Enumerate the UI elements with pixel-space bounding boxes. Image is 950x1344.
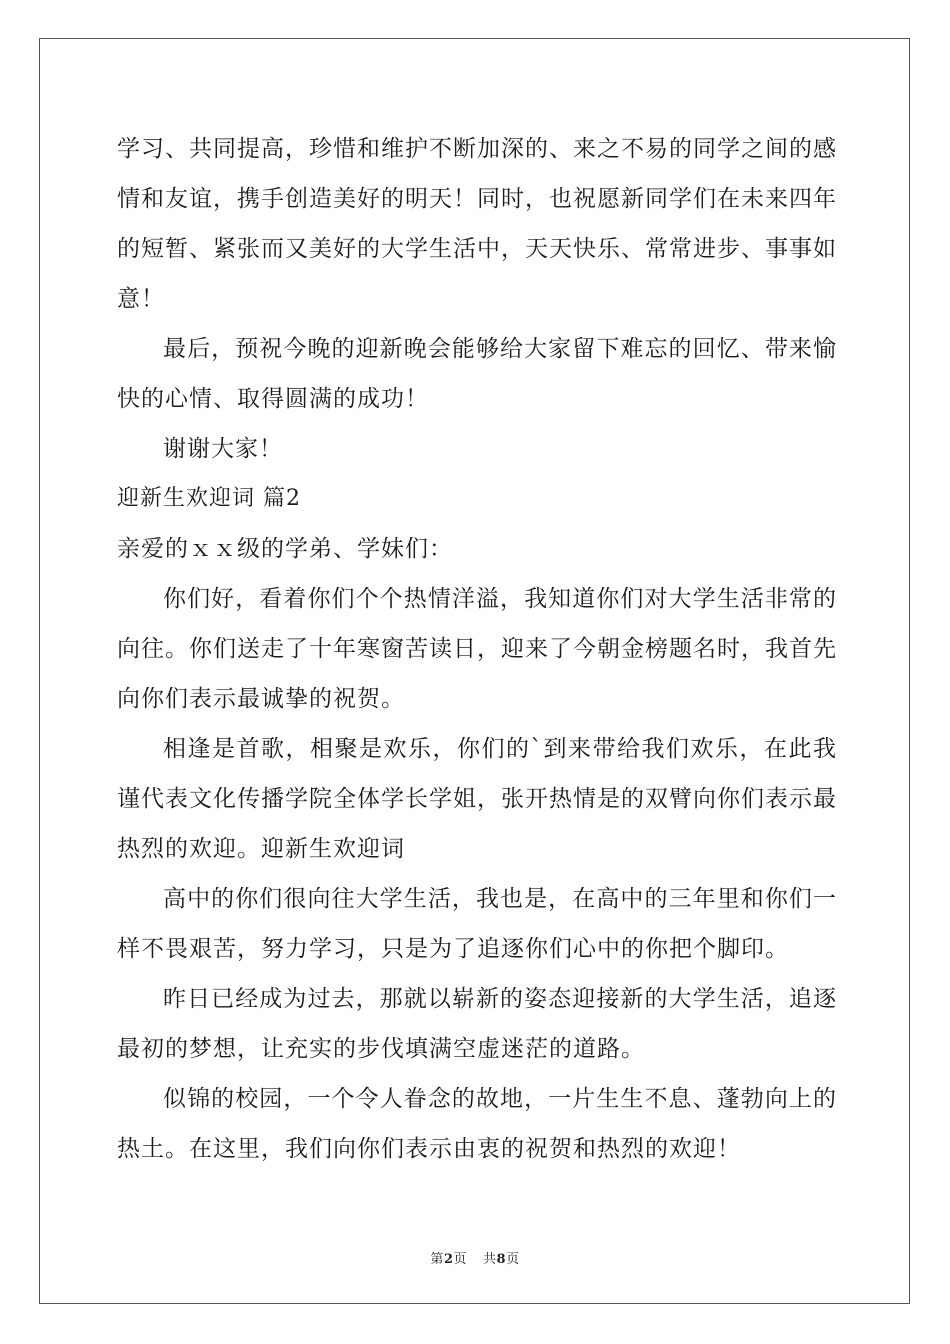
- paragraph-9: 昨日已经成为过去，那就以崭新的姿态迎接新的大学生活，追逐最初的梦想，让充实的步伐填满空虚迷茫的道路。: [117, 986, 837, 1062]
- paragraph-10: 似锦的校园，一个令人眷念的故地，一片生生不息、蓬勃向上的热土。在这里，我们向你们表示由衷的祝贺和热烈的欢迎！: [117, 1086, 837, 1162]
- total-suffix: 页: [506, 1252, 520, 1267]
- page-prefix: 第: [430, 1252, 444, 1267]
- paragraph-7: 相逢是首歌，相聚是欢乐，你们的`到来带给我们欢乐，在此我谨代表文化传播学院全体学长学姐，张开热情是的双臂向你们表示最热烈的欢迎。迎新生欢迎词: [117, 736, 837, 862]
- paragraph-3: 谢谢大家！: [163, 436, 283, 462]
- document-body: [117, 124, 837, 1174]
- paragraph-6: 你们好，看着你们个个热情洋溢，我知道你们对大学生活非常的向往。你们送走了十年寒窗苦读日，迎来了今朝金榜题名时，我首先向你们表示最诚挚的祝贺。: [117, 586, 837, 712]
- paragraph-2: 最后，预祝今晚的迎新晚会能够给大家留下难忘的回忆、带来愉快的心情、取得圆满的成功！: [117, 336, 837, 412]
- paragraph-8: 高中的你们很向往大学生活，我也是，在高中的三年里和你们一样不畏艰苦，努力学习，只是为了追逐你们心中的你把个脚印。: [117, 886, 837, 962]
- page-suffix: 页: [453, 1252, 467, 1267]
- paragraph-1: 学习、共同提高，珍惜和维护不断加深的、来之不易的同学之间的感情和友谊，携手创造美好的明天！同时，也祝愿新同学们在未来四年的短暂、紧张而又美好的大学生活中，天天快乐、常常进步、事事如意！: [117, 136, 837, 312]
- page-footer: [0, 1248, 950, 1267]
- salutation: 亲爱的ｘｘ级的学弟、学妹们：: [117, 536, 453, 562]
- page-number: 2: [443, 1252, 454, 1267]
- total-prefix: 共: [483, 1252, 497, 1267]
- total-pages: 8: [496, 1252, 507, 1267]
- section-heading: 迎新生欢迎词 篇2: [117, 486, 301, 511]
